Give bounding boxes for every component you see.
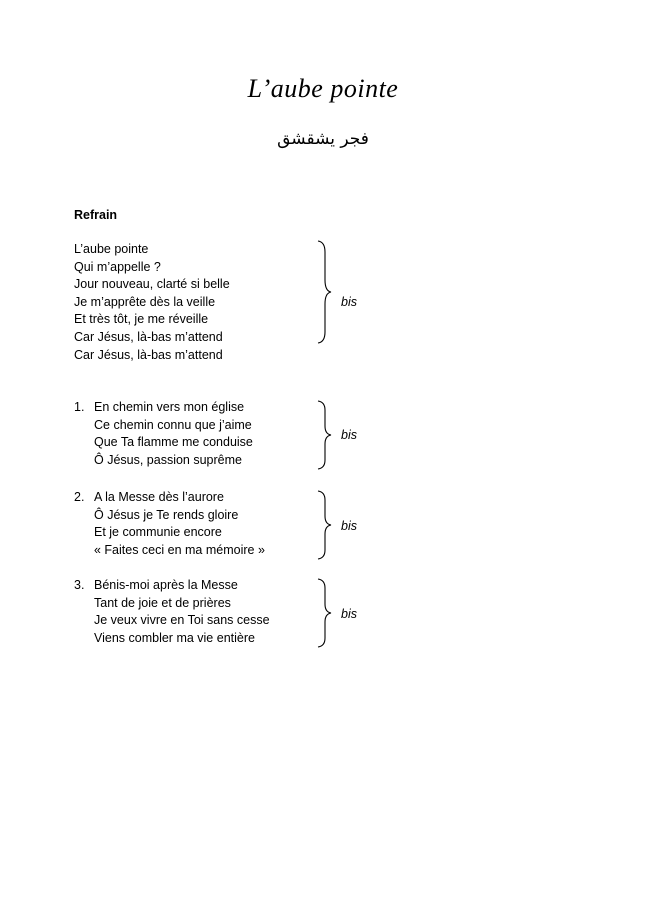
verse-number: 1.	[74, 400, 85, 414]
refrain-line: Jour nouveau, clarté si belle	[74, 277, 230, 292]
refrain-line: Je m’apprête dès la veille	[74, 294, 216, 309]
verse-line: En chemin vers mon église	[94, 400, 245, 414]
refrain-heading: Refrain	[74, 208, 118, 222]
refrain-line: Et très tôt, je me réveille	[74, 312, 209, 327]
verse-number: 2.	[74, 490, 85, 504]
verse-line: Et je communie encore	[94, 525, 222, 540]
song-subtitle-arabic: فجر يشقشق	[277, 129, 369, 149]
verse-number: 3.	[74, 578, 85, 592]
refrain-line: Car Jésus, là-bas m’attend	[74, 347, 223, 362]
verse-2	[74, 489, 265, 559]
verse-line: Ô Jésus, passion suprême	[94, 452, 242, 467]
verse-2-repeat-label: bis	[341, 519, 357, 533]
verse-line: A la Messe dès l’aurore	[94, 490, 224, 504]
verse-line: Ce chemin connu que j’aime	[94, 417, 252, 432]
refrain-brace-icon	[315, 240, 335, 344]
verse-line: Tant de joie et de prières	[94, 595, 231, 610]
verse-2-brace-icon	[315, 490, 335, 560]
song-title: L’aube pointe	[247, 74, 399, 103]
verse-1-brace-icon	[315, 400, 335, 470]
verse-3-repeat-label: bis	[341, 607, 357, 621]
verse-line: « Faites ceci en ma mémoire »	[94, 542, 265, 557]
refrain-line: Qui m’appelle ?	[74, 259, 161, 274]
verse-line: Que Ta flamme me conduise	[94, 435, 253, 450]
refrain-repeat-label: bis	[341, 295, 357, 309]
verse-3-brace-icon	[315, 578, 335, 648]
verse-1-repeat-label: bis	[341, 428, 357, 442]
refrain-line: L’aube pointe	[74, 242, 149, 256]
verse-line: Bénis-moi après la Messe	[94, 578, 238, 592]
refrain-line: Car Jésus, là-bas m’attend	[74, 329, 223, 344]
verse-3	[74, 577, 270, 647]
verse-1	[74, 399, 253, 469]
verse-line: Ô Jésus je Te rends gloire	[94, 507, 239, 522]
refrain-stanza	[74, 241, 230, 364]
verse-line: Viens combler ma vie entière	[94, 630, 255, 645]
verse-line: Je veux vivre en Toi sans cesse	[94, 613, 270, 628]
